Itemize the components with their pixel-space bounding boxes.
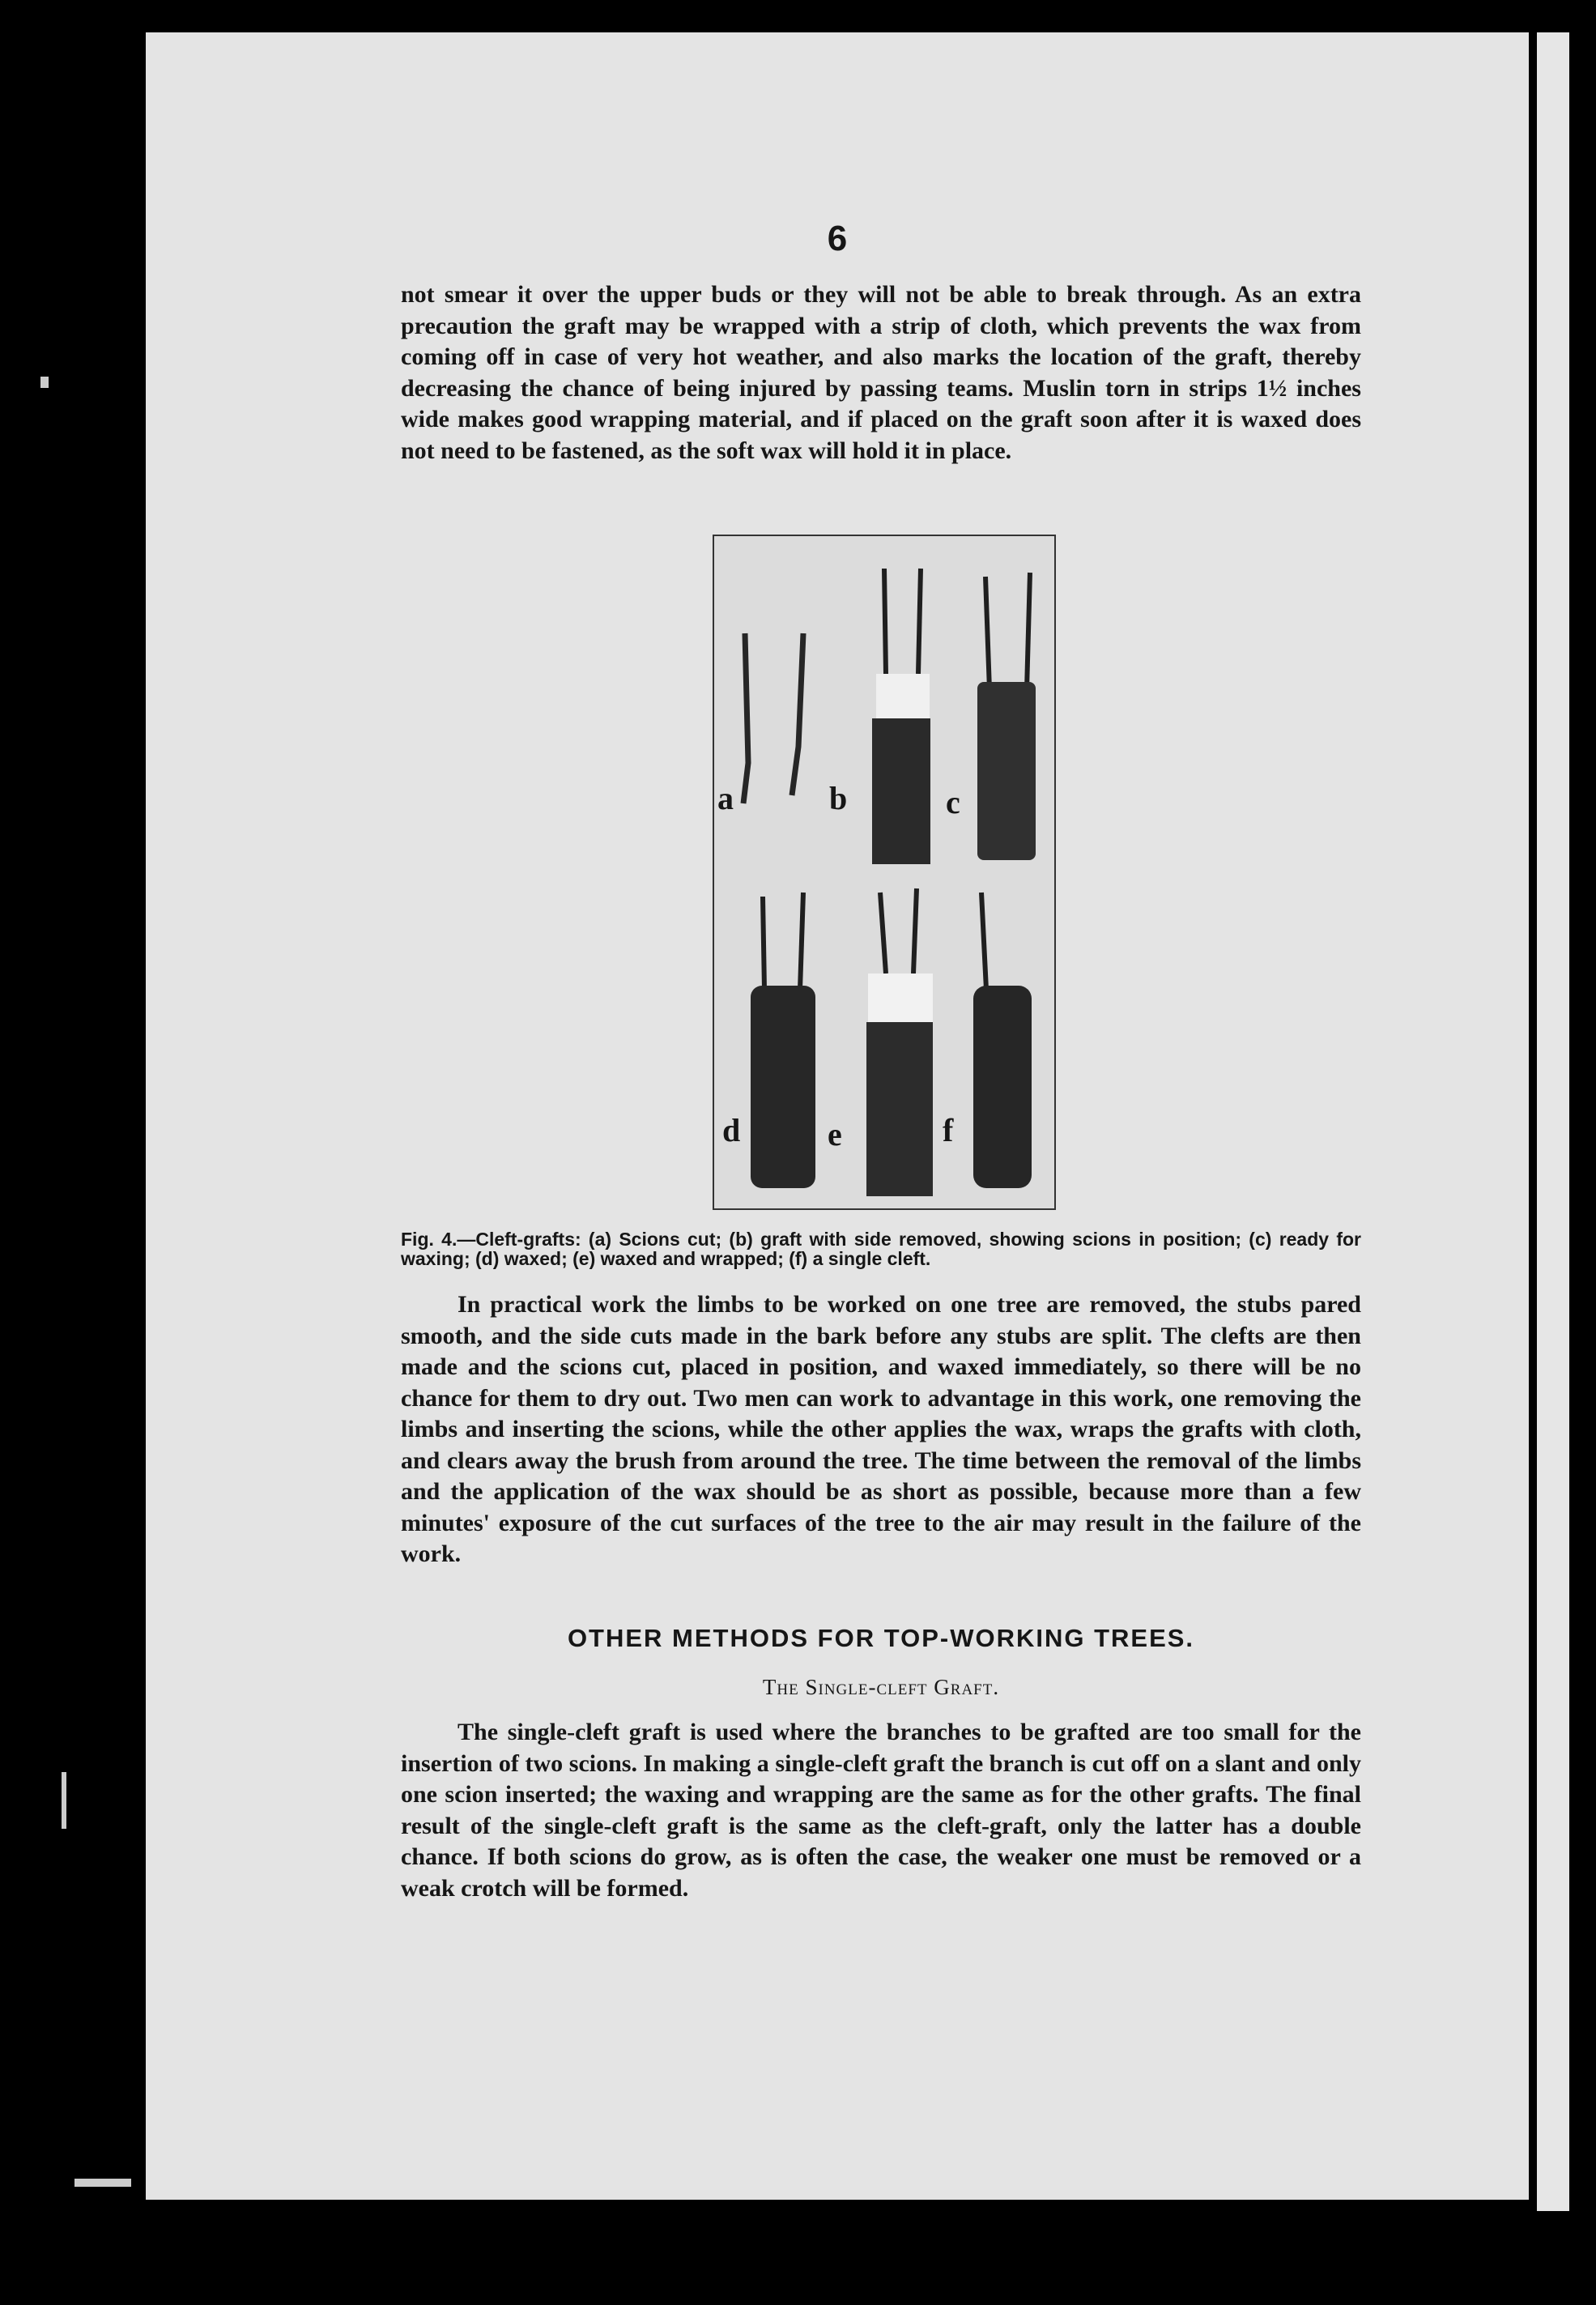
- paragraph-single-cleft: The single-cleft graft is used where the branches to be grafted are too small for the insertion of two scions. In making a single-cleft graft the branch is cut off on a slant and only one scion inserted; the waxing and wrapping are the same as for the other grafts. The final result of the single-cleft graft is the same as the cleft-graft, only the latter has a double chance. If both scions do grow, as is often the case, the weaker one must be removed or a weak crotch will be formed.: [401, 1719, 1361, 1902]
- figure-label-e: e: [828, 1116, 842, 1152]
- cleft-grafts-photo: [714, 536, 1054, 1208]
- figure-label-a: a: [717, 780, 734, 816]
- section-heading: OTHER METHODS FOR TOP-WORKING TREES.: [567, 1624, 1195, 1652]
- figure-label-c: c: [946, 784, 960, 820]
- figure-label-f: f: [943, 1112, 954, 1148]
- subheading: The Single-cleft Graft.: [762, 1675, 1000, 1699]
- film-edge: [1537, 32, 1569, 2211]
- figure-cleft-grafts: [713, 535, 1056, 1210]
- scan-speck: [74, 2179, 131, 2187]
- paragraph-practical-work: In practical work the limbs to be worked on one tree are removed, the stubs pared smooth, and the side cuts made in the bark before any stubs are split. The clefts are then made and the scions cut, placed in position, and waxed immediately, so there will be no chance for them to dry out. Two men can work to advantage in this work, one removing the limbs and inserting the scions, while the other applies the wax, wraps the grafts with cloth, and clears away the brush from around the tree. The time between the removal of the limbs and the application of the wax should be as short as possible, because more than a few minutes' exposure of the cut surfaces of the tree to the air may result in the failure of the work.: [401, 1291, 1361, 1567]
- document-page: [146, 32, 1529, 2200]
- figure-label-b: b: [829, 780, 848, 816]
- figure-caption: Fig. 4.—Cleft-grafts: (a) Scions cut; (b) graft with side removed, showing scions in position; (c) ready for waxing; (d) waxed; (e) waxed and wrapped; (f) a single cleft.: [401, 1229, 1361, 1269]
- paragraph-wrapping: not smear it over the upper buds or they will not be able to break through. As an extra precaution the graft may be wrapped with a strip of cloth, which prevents the wax from coming off in case of very hot weather, and also marks the location of the graft, thereby decreasing the chance of being injured by passing teams. Muslin torn in strips 1½ inches wide makes good wrapping material, and if placed on the graft soon after it is waxed does not need to be fastened, as the soft wax will hold it in place.: [401, 281, 1361, 464]
- page-number: 6: [827, 219, 848, 258]
- scan-speck: [62, 1772, 66, 1829]
- scan-speck: [40, 377, 49, 388]
- figure-label-d: d: [722, 1112, 741, 1148]
